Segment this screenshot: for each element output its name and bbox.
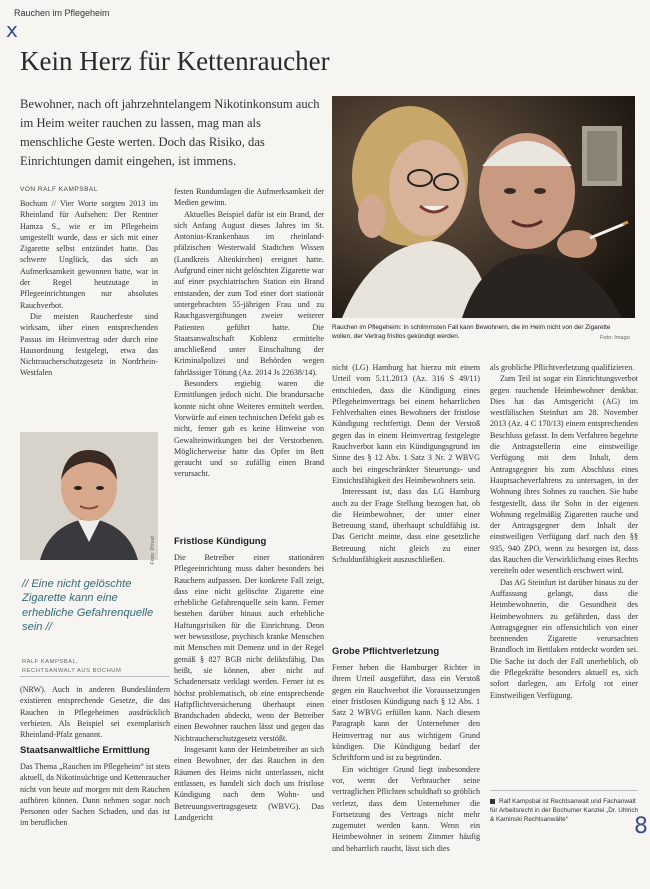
paragraph: Aktuelles Beispiel dafür ist ein Brand, der sich Anfang August dieses Jahres im St. Antonius-Krankenhaus im rheinland-pfälzischen Westerwald Stadtchen Wissen (Landkreis Altenkirchen) ereignet hatte. Aufgrund einer nicht gelöschten Zigarette war auf einer psychiatrischen Station ein Brand entstanden, der zum Tod einer dort stationär untergebrachten 55-jährigen Frau und zu Rauchgasvergiftungen zweier weiterer Patienten geführt hatte. Die Staatsanwaltschaft Koblenz ermittelte anschließend unter Einschaltung der Kriminalpolizei und Behörden wegen fahrlässiger Tötung (Az. 2014 Js 22638/14).: [174, 209, 324, 377]
subhead-staatsanwaltliche-ermittlung: Staatsanwaltliche Ermittlung: [20, 745, 150, 756]
quote-divider: [20, 676, 170, 677]
headline: Kein Herz für Kettenraucher: [20, 46, 330, 76]
column-1-top: [20, 198, 158, 379]
paragraph: Zum Teil ist sogar ein Einrichtungsverbot gegen rauchende Heimbewohner denkbar. Dies hat das Amtsgericht (AG) im westfälischen Steinfurt am 28. November 2013 (Az. 4 C 170/13) einem entsprechenden Beschluss gefasst. In dem Verfahren begehrte die Antragstellerin eine einstweilige Verfügung mit dem Inhalt, dem Antragsgegner bis zum Abschluss eines Hauptsacheverfahrens zu untersagen, in der Wohnung ihres Sohnes zu rauchen. Sie habe festgestellt, dass ihr Sohn in der eigenen Wohnung regelmäßig Zigaretten rauche und der Antragsgegner dem Inhalt der einstweiligen Verfügung darf nach den §§ 935, 940 ZPO, wenn zu besorgen ist, dass das Rauchen die Verwirklichung eines Rechts vereiteln oder wesentlich erschwert wird.: [490, 374, 638, 576]
paragraph: (NRW). Auch in anderen Bundesländern existieren entsprechende Gesetze, die das Rauchen in Pflegeheimen ausdrücklich verbieten. Als Beispiel sei exemplarisch Rheinland-Pfalz genannt.: [20, 685, 170, 740]
byline: VON RALF KAMPSBAL: [20, 186, 98, 193]
paragraph: nicht (LG) Hamburg hat hierzu mit einem Urteil vom 5.11.2013 (Az. 316 S 49/11) entschieden, dass die Kündigung eines Pflegeheimvertrags bei einem beharrlichen Fehlverhalten eines Bewohners der fristlose Kündigung rechtfertigt. Denn der Verstoß gegen das in einem Heimvertrag festgelegte Rauchverbot kann ein Kündigungsgrund im Sinne des § 12 Abs. 1 Satz 3 Nr. 2 WBVG auch bei eingeschränkter Steuerungs- und Einsichtsfähigkeit des Heimbewohners sein.: [332, 363, 480, 485]
handwritten-x-mark: x: [6, 18, 18, 42]
column-4: [490, 362, 638, 782]
kicker: Rauchen im Pflegeheim: [14, 8, 110, 18]
author-box-divider: [490, 790, 638, 791]
paragraph: Die Betreiber einer stationären Pflegeeinrichtung muss daher besonders bei Rauchern aufpassen. Der konkrete Fall zeigt, dass eine nicht gelöschte Zigarette eine erhebliche Gefahrenquelle sein kann. Ferner bestehen darüber hinaus auch erhebliche Haftungsrisiken für die Einrichtung. Denn wer bewusstlose, psychisch kranke Menschen mit Menschen mit Demenz und in der Regel gemäß § 827 BGB nicht deliktsfähig. Das heißt, sie können, aber nicht auf Schadenersatz verklagt werden. Ferner ist es höchst problematisch, ob eine entsprechende Haftpflichtversicherung überhaupt einen Brandschaden abdeckt, wenn der Betreiber einen Bewohner rauchen lässt und gegen das Nichtraucherschutzgesetz verstößt.: [174, 553, 324, 743]
subhead-fristlose-kuendigung: Fristlose Kündigung: [174, 536, 267, 547]
main-photo: [332, 96, 635, 318]
author-info-box: [490, 797, 640, 824]
square-bullet-icon: [490, 799, 495, 804]
photo-credit: Foto: Imago: [600, 335, 630, 341]
paragraph: Besonders ergiebig waren die Ermittlungen jedoch nicht. Die brandursache konnte nicht ohne Weiteres ermittelt werden. Vorwürfe auf einen technischen Defekt gab es nicht, ferner gab es keine Hinweise von Gewalteinwirkungen bei der Verstorbenen. Möglicherweise hatte das Opfer im Bett geraucht und so zufällig einen Brand verursacht.: [174, 379, 324, 479]
quote-author-title: RECHTSANWALT AUS BOCHUM: [22, 668, 122, 674]
author-info-text: Ralf Kampsbal ist Rechtsanwalt und Fachanwalt für Arbeitsrecht in der Bochumer Kanzlei „Dr. Uhlrich & Kaminski Rechtsanwälte“: [490, 798, 639, 823]
paragraph: Das AG Steinfurt ist darüber hinaus zu der Auffassung gelangt, dass die Heimbewohnerin, die Gesundheit des Heimbewohners zu gefährden, dass der Antragsgegner ein offensichtlich von einer brennenden Zigarette verursachten Brandloch im Bettlaken entdeckt worden sei. Die Sache ist doch der Fall unerheblich, ob die Pflegekräfte besonders aktuell es, sich sofort darlegen, am Erfolg rot einer Einstweiligen Verfügung.: [490, 577, 638, 700]
portrait-credit: Foto: Privat: [150, 536, 156, 565]
photo-caption: Rauchen im Pflegeheim: In schlimmsten Fall kann Bewohnern, die im Heim nicht von der Zigarette wollen, der Vertrag fristlos gekündigt werden.: [332, 324, 611, 340]
paragraph: Interessant ist, dass das LG Hamburg auch zu der Frage Stellung bezogen hat, ob die Heimbewohner, der unter einer Betreuung stand, überhaupt schuldfähig ist. Das Gericht meinte, dass eine gesetzliche Betreuung nicht gleich zu einer Schuldunfähigkeit auszuschließen.: [332, 487, 480, 565]
column-1-after: [20, 761, 170, 829]
author-portrait: [20, 432, 158, 560]
column-2-bottom: [174, 552, 324, 823]
lead-paragraph: Bewohner, nach oft jahrzehntelangem Nikotinkonsum auch im Heim weiter rauchen zu lassen, mag man als menschliche Geste werten. Doch das Risiko, das Einrichtungen damit eingehen, ist immens.: [20, 97, 320, 168]
quote-author-name: RALF KAMPSBAL,: [22, 659, 79, 665]
paragraph: Insgesamt kann der Heimbetreiber an sich einen Bewohner, der das Rauchen in den Räumen des Heims nicht unterlassen, nicht entlassen, es handelt sich doch um fristlose Kündigung nach dem Wohn- und Betreuungsvertragsgesetz (WBVG). Das Landgericht: [174, 745, 324, 822]
handwritten-8-mark: 8: [634, 814, 648, 839]
author-portrait-illustration: [20, 432, 158, 560]
paragraph: Ferner heben die Hamburger Richter in ihrem Urteil ausgeführt, dass ein Verstoß gegen ein Rauchverbot die Voraussetzungen einer fristlosen Kündigung nach § 12 Abs. 1 Satz 2 WBVG erfüllen kann. Nach diesem Paragraph kann der Unternehmer den Heimvertrag nur aus wichtigem Grund kündigen. Die Kündigung bedarf der Schriftform und ist zu begründen.: [332, 663, 480, 763]
paragraph: Ein wichtiger Grund liegt insbesondere vor, wenn der Verbraucher seine vertraglichen Pflichten schuldhaft so gröblich verletzt, dass dem Unternehmer die Fortsetzung des Vertrags nicht mehr zugemutet werden kann. Wenn ein Heimbewohner in seinem Zimmer häufig und beharrlich raucht, lässt sich dies: [332, 764, 480, 853]
column-3-top: [332, 362, 480, 565]
subhead-grobe-pflichtverletzung: Grobe Pflichtverletzung: [332, 646, 440, 657]
column-3-bottom: [332, 662, 480, 854]
column-2-top: [174, 186, 324, 480]
paragraph: Die meisten Raucherfeste sind wirksam, über einen entsprechenden Passus im Heimvertrag oder durch eine Hausordnung festgelegt, etwa das Nichtraucherschutzgesetz in Nordrhein-Westfalen: [20, 311, 158, 378]
paragraph: Bochum // Vier Worte sorgten 2013 im Rheinland für Aufsehen: Der Rentner Hamza S., wie er im Pflegeheim umgestellt wurde, dass er sich mit einer Zigarette selbst entzündet hatte. Das schwere Unglück, das sich an Aufmerksamkeit gewonnen hatte, war in der Regel heutzutage in Pflegeeinrichtungen nur absolutes Rauchverbot.: [20, 199, 158, 310]
paragraph: Das Thema „Rauchen im Pflegeheim“ ist stets aktuell, da Nikotinsüchtige und Kettenraucher nicht von heute auf morgen mit dem Rauchen aufhören können. Dann nehmen sogar noch Personen oder Sachen Schaden, und das ist im beruflichen: [20, 762, 170, 828]
column-1-bottom: [20, 684, 170, 740]
paragraph: als grobliche Pflichtverletzung qualifizieren.: [490, 363, 635, 372]
paragraph: festen Rundumlagen die Aufmerksamkeit der Medien gewinn.: [174, 187, 324, 208]
pull-quote: // Eine nicht gelöschte Zigarette kann eine erhebliche Gefahrenquelle sein //: [22, 578, 154, 634]
main-photo-illustration: [332, 96, 635, 318]
quote-author: [22, 658, 172, 676]
